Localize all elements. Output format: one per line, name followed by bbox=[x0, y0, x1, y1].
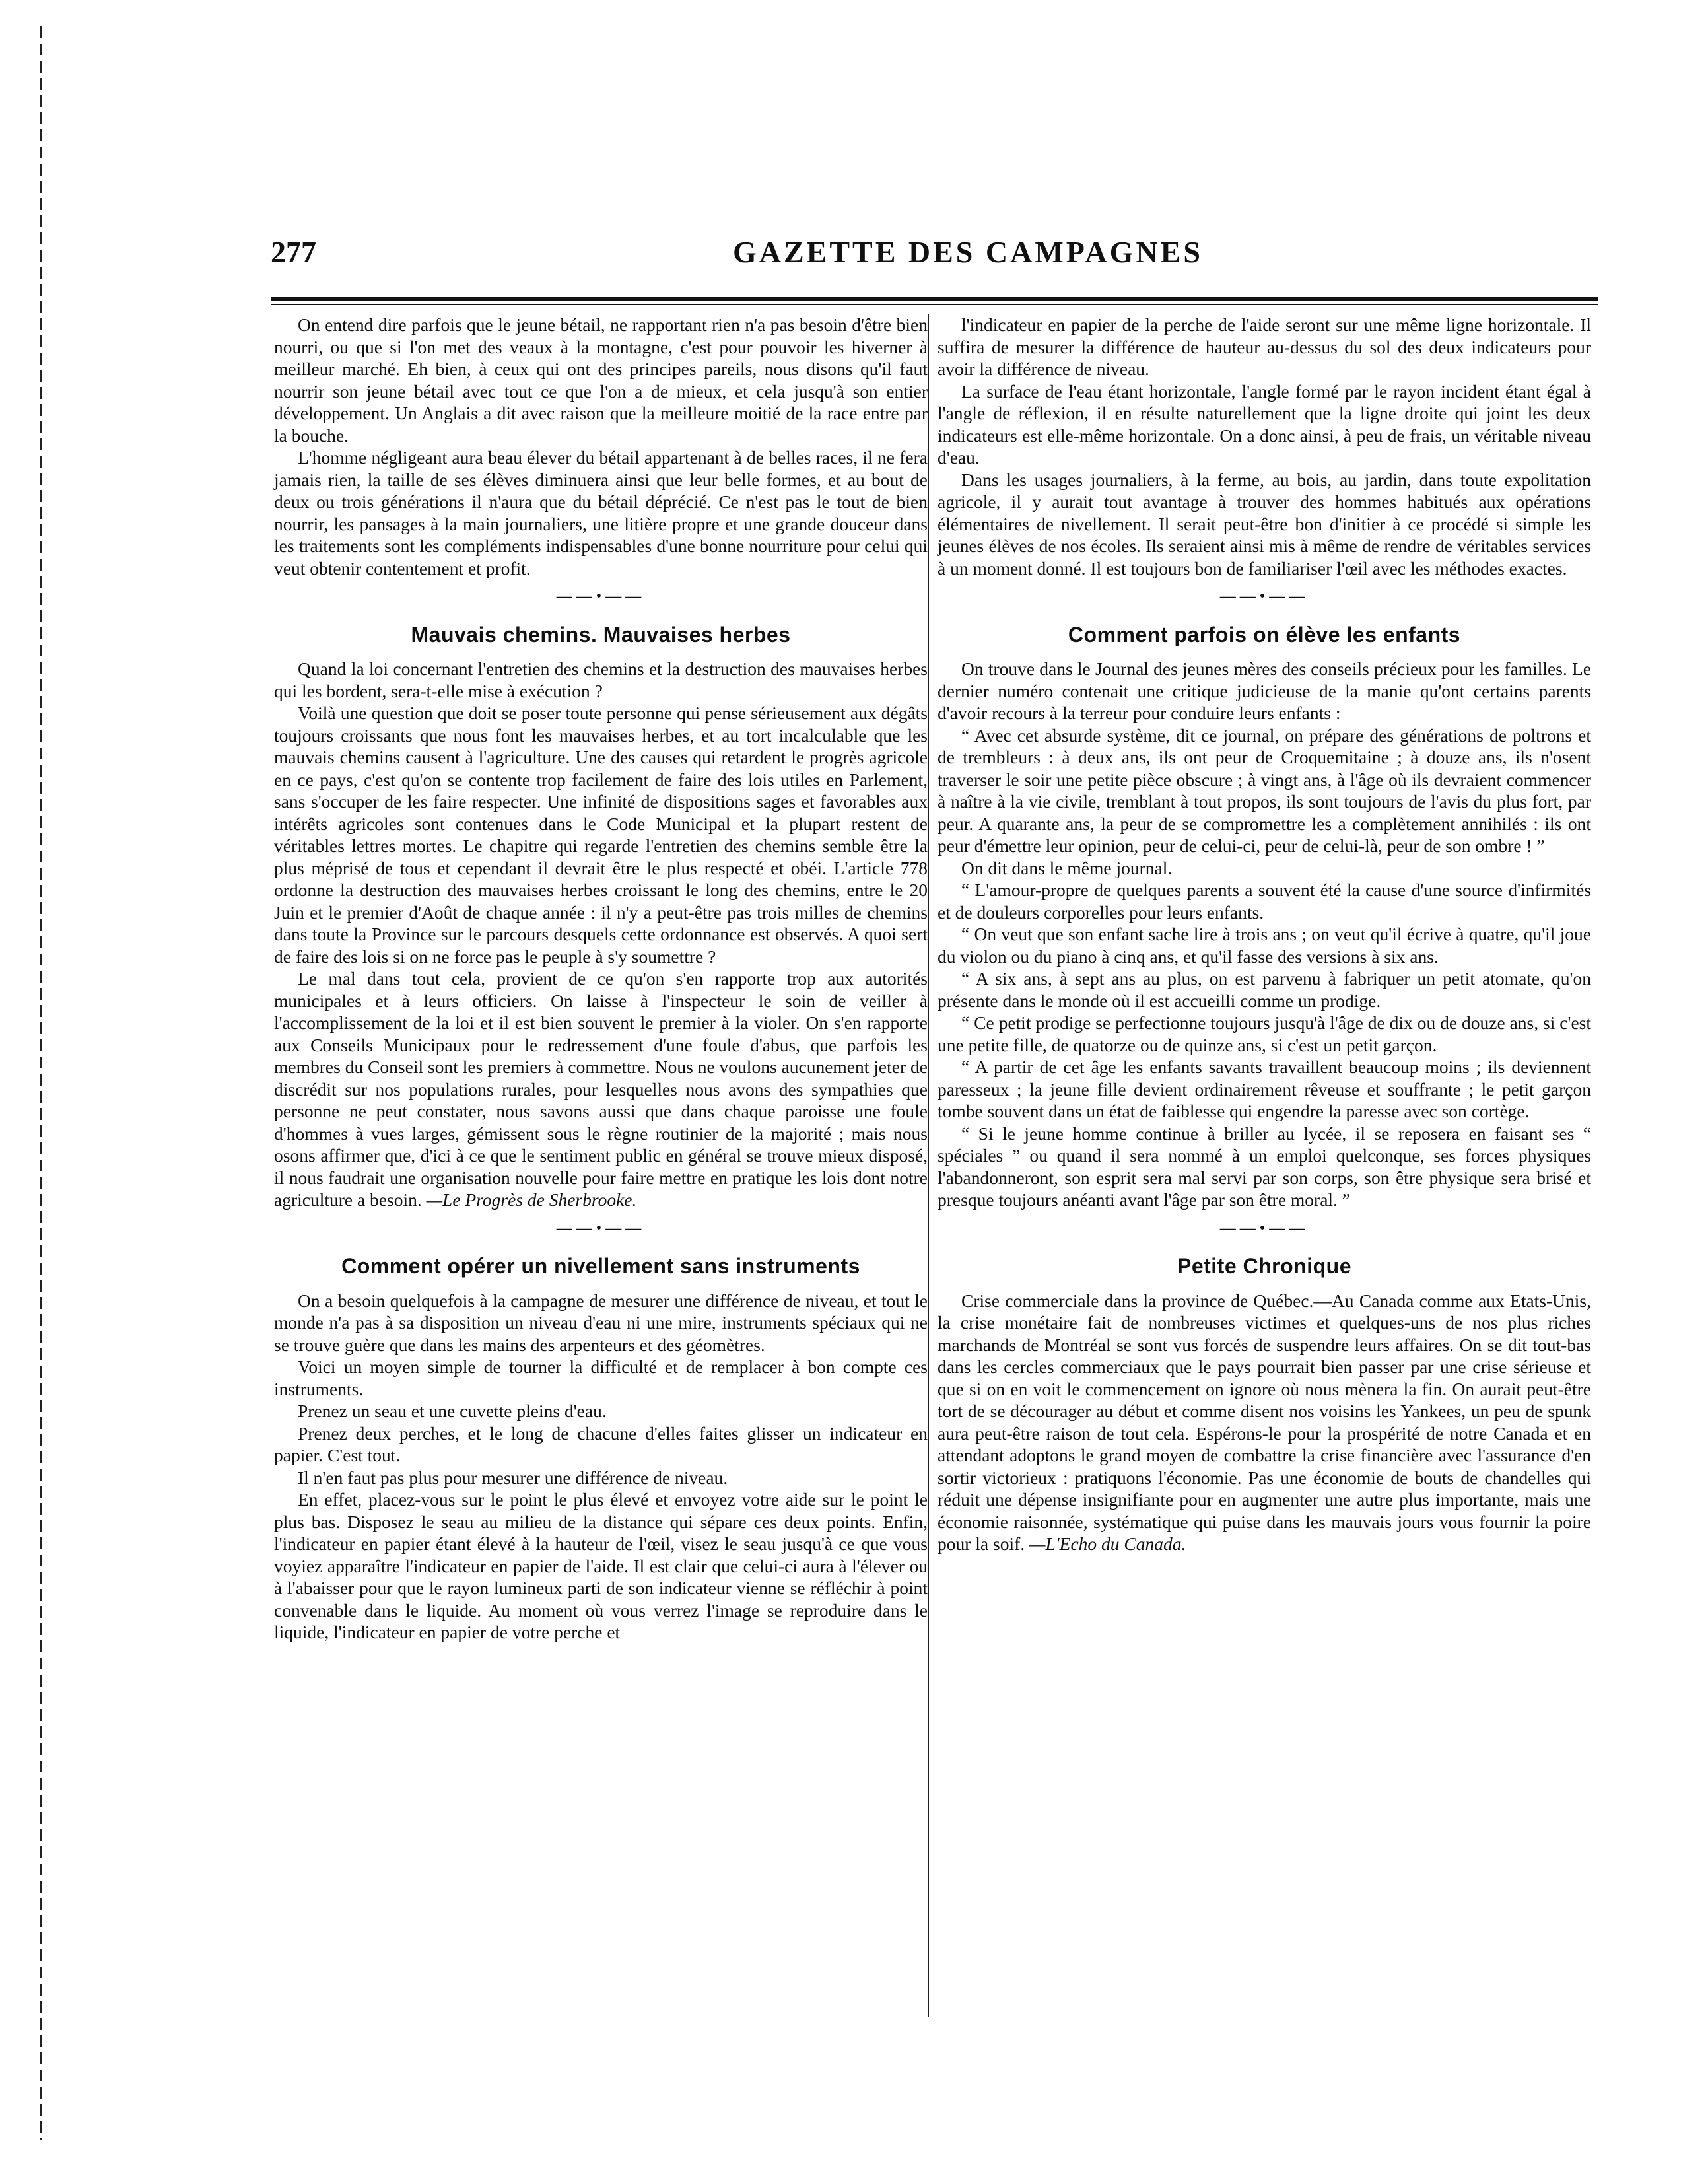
paragraph bbox=[274, 967, 928, 1211]
paragraph: “ Si le jeune homme continue à briller au lycée, il se reposera en faisant ses “ spéciales ” ou quand il sera nommé à un emploi quelconque, ses forces physiques l'abandonneront, son esprit sera mal servi par son corps, son être physique sera brisé et presque toujours anéanti avant l'âge par son être moral. ” bbox=[938, 1123, 1591, 1210]
paragraph: l'indicateur en papier de la perche de l'aide seront sur une même ligne horizontale. Il suffira de mesurer la différence de hauteur au-dessus du sol des deux indicateurs pour avoir la différence de niveau. bbox=[938, 314, 1591, 379]
right-column bbox=[938, 314, 1591, 1555]
paragraph: Voici un moyen simple de tourner la difficulté et de remplacer à bon compte ces instruments. bbox=[274, 1356, 928, 1399]
page-header bbox=[271, 234, 1708, 287]
section-heading: Comment opérer un nivellement sans instruments bbox=[341, 1254, 860, 1278]
paragraph-text: Crise commerciale dans la province de Québec.—Au Canada comme aux Etats-Unis, la crise monétaire fait de nombreuses victimes et quelques-uns de nos plus riches marchands de Montréal se sont vus forcés de suspendre leurs affaires. On se dit tout-bas dans les cercles commerciaux que le pays pourrait bien passer par une crise sérieuse et que si on en voit le commencement on ignore où nous mènera la fin. On aurait peut-être tort de se décourager au début et comme disent nos voisins les Yankees, un peu de spunk aura peut-être raison de tout cela. Espérons-le pour la prospérité de notre Canada et en attendant adoptons le grand moyen de combattre la crise financière avec l'assurance d'en sortir victorieux : pratiquons l'économie. Pas une économie de bouts de chandelles qui réduit une dépense insignifiante pour en augmenter une autre plus importante, mais une économie raisonnée, systématique qui puise dans les mauvais jours vous fournir la poire pour la soif. bbox=[938, 1290, 1591, 1554]
paragraph: “ A six ans, à sept ans au plus, on est parvenu à fabriquer un petit atomate, qu'on présente dans le monde où il est accueilli comme un prodige. bbox=[938, 968, 1591, 1011]
article-source: —L'Echo du Canada. bbox=[1029, 1533, 1186, 1554]
paragraph: Prenez deux perches, et le long de chacune d'elles faites glisser un indicateur en papier. C'est tout. bbox=[274, 1422, 928, 1465]
section-heading: Comment parfois on élève les enfants bbox=[1068, 622, 1461, 646]
paragraph: “ A partir de cet âge les enfants savants travaillent beaucoup moins ; ils deviennent paresseux ; la jeune fille devient ordinairement rêveuse et souffrante ; le petit garçon tombe souvent dans un état de faiblesse qui engendre la paresse avec son cortège. bbox=[938, 1057, 1591, 1121]
section-ornament: ——•—— bbox=[1219, 1219, 1309, 1237]
left-column bbox=[274, 314, 928, 1644]
header-rule-thin bbox=[271, 304, 1598, 305]
paragraph: On trouve dans le Journal des jeunes mères des conseils précieux pour les familles. Le dernier numéro contenait une critique judicieuse de la manie qu'ont certains parents d'avoir recours à la terreur pour conduire leurs enfants : bbox=[938, 658, 1591, 723]
column-divider bbox=[928, 314, 929, 2017]
paragraph: L'homme négligeant aura beau élever du bétail appartenant à de belles races, il ne fera jamais rien, la taille de ses élèves diminuera ainsi que leur belle formes, et au bout de deux ou trois générations il n'aura que du bétail déprécié. Ce n'est pas le tout de bien nourrir, les pansages à la main journaliers, une litière propre et une grande douceur dans les traitements sont les compléments indispensables d'une bonne nourriture pour celui qui veut obtenir contentement et profit. bbox=[274, 447, 928, 578]
paragraph bbox=[938, 1290, 1591, 1555]
paragraph: “ L'amour-propre de quelques parents a souvent été la cause d'une source d'infirmités et de douleurs corporelles pour leurs enfants. bbox=[938, 880, 1591, 923]
section-heading: Petite Chronique bbox=[1177, 1254, 1351, 1278]
paragraph: On a besoin quelquefois à la campagne de mesurer une différence de niveau, et tout le monde n'a pas à sa disposition un niveau d'eau ni une mire, instruments spéciaux qui ne se trouve guère que dans les mains des arpenteurs et des géomètres. bbox=[274, 1290, 928, 1355]
paragraph: “ On veut que son enfant sache lire à trois ans ; on veut qu'il écrive à quatre, qu'il joue du violon ou du piano à cinq ans, et qu'il fasse des versions à six ans. bbox=[938, 924, 1591, 967]
section-ornament: ——•—— bbox=[556, 1219, 646, 1237]
article-source: —Le Progrès de Sherbrooke. bbox=[426, 1189, 637, 1210]
paragraph: On entend dire parfois que le jeune bétail, ne rapportant rien n'a pas besoin d'être bien nourri, ou que si l'on met des veaux à la montagne, c'est pour pouvoir les hiverner à meilleur marché. Eh bien, à ceux qui ont des principes pareils, nous disons qu'il faut nourrir son jeune bétail avec tout ce que l'on a de mieux, et cela jusqu'à son entier développement. Un Anglais a dit avec raison que la meilleure moitié de la race entre par la bouche. bbox=[274, 314, 928, 446]
paragraph: Prenez un seau et une cuvette pleins d'eau. bbox=[298, 1401, 607, 1421]
masthead-title: GAZETTE DES CAMPAGNES bbox=[733, 235, 1203, 269]
paragraph: Il n'en faut pas plus pour mesurer une différence de niveau. bbox=[298, 1467, 728, 1488]
paragraph: En effet, placez-vous sur le point le plus élevé et envoyez votre aide sur le point le plus bas. Disposez le seau au milieu de la distance qui sépare ces deux points. Enfin, l'indicateur en papier étant élevé à la hauteur de l'œil, visez le seau jusqu'à ce que vous voyiez apparaître l'indicateur en papier de l'aide. Il est clair que celui-ci aura à l'élever ou à l'abaisser pour que le rayon lumineux parti de son indicateur vienne se réfléchir à point convenable dans le liquide. Au moment où vous verrez l'image se reproduire dans le liquide, l'indicateur en papier de votre perche et bbox=[274, 1489, 928, 1642]
paragraph: “ Ce petit prodige se perfectionne toujours jusqu'à l'âge de dix ou de douze ans, si c'est une petite fille, de quatorze ou de quinze ans, si c'est un petit garçon. bbox=[938, 1012, 1591, 1055]
binding-edge bbox=[40, 26, 42, 2140]
section-ornament: ——•—— bbox=[1219, 588, 1309, 605]
paragraph: Voilà une question que doit se poser toute personne qui pense sérieusement aux dégâts toujours croissants que nous font les mauvaises herbes, et au tort incalculable que les mauvais chemins causent à l'agriculture. Une des causes qui retardent le progrès agricole en ce pays, c'est qu'on se contente trop facilement de faire des lois utiles en Parlement, sans s'occuper de les faire respecter. Une infinité de dispositions sages et favorables aux intérêts agricoles sont contenues dans le Code Municipal et la plupart restent de véritables lettres mortes. Le chapitre qui regarde l'entretien des chemins semble être la plus méprisé de tous et cependant il devrait être le plus respecté et obéi. L'article 778 ordonne la destruction des mauvaises herbes croissant le long des chemins, entre le 20 Juin et le premier d'Août de chaque année : il n'y a peut-être pas trois milles de chemins dans toute la Province sur le parcours desquels cette ordonnance est observés. A quoi sert de faire des lois si on ne force pas le peuple à s'y soumettre ? bbox=[274, 703, 928, 967]
section-heading: Mauvais chemins. Mauvaises herbes bbox=[411, 622, 791, 646]
section-ornament: ——•—— bbox=[556, 588, 646, 605]
paragraph: On dit dans le même journal. bbox=[961, 857, 1173, 878]
header-rule bbox=[271, 297, 1598, 301]
paragraph: Dans les usages journaliers, à la ferme, au bois, au jardin, dans toute expolitation agricole, il y aurait tout avantage à trouver des hommes habitués aux opérations élémentaires de nivellement. Il serait peut-être bon d'initier à ce procédé si simple les jeunes élèves de nos écoles. Ils seraient ainsi mis à même de rendre de véritables services à un moment donné. Il est toujours bon de familiariser l'œil avec les méthodes exactes. bbox=[938, 469, 1591, 578]
paragraph: Quand la loi concernant l'entretien des chemins et la destruction des mauvaises herbes qui les bordent, sera-t-elle mise à exécution ? bbox=[274, 658, 928, 701]
paragraph-text: Le mal dans tout cela, provient de ce qu'on s'en rapporte trop aux autorités municipales et à leurs officiers. On laisse à l'inspecteur le soin de veiller à l'accomplissement de la loi et il est bien souvent le premier à la violer. On s'en rapporte aux Conseils Municipaux pour le redressement d'une foule d'abus, que parfois les membres du Conseil sont les premiers à commettre. Nous ne voulons aucunement jeter de discrédit sur nos populations rurales, pour lesquelles nous avons des sympathies que personne ne peut constater, nous savons aussi que dans chaque paroisse une foule d'hommes à vues larges, gémissent sous le règne routinier de la majorité ; mais nous osons affirmer que, d'ici à ce que le sentiment public en général se trouve mieux disposé, il nous faudrait une organisation nouvelle pour faire mettre en pratique les lois dont notre agriculture a besoin. bbox=[274, 968, 928, 1210]
paragraph: “ Avec cet absurde système, dit ce journal, on prépare des générations de poltrons et de trembleurs : à deux ans, ils ont peur de Croquemitaine ; à douze ans, ils n'osent traverser le soir une petite pièce obscure ; à vingt ans, à l'âge où ils devraient commencer à naître à la vie civile, tremblant à tout propos, ils sont toujours de l'avis du plus fort, par peur. A quarante ans, la peur de se compromettre les a complètement annihilés : ils ont peur d'émettre leur opinion, peur de celui-ci, peur de celui-là, peur de son ombre ! ” bbox=[938, 724, 1591, 856]
page-number: 277 bbox=[271, 235, 316, 269]
paragraph: La surface de l'eau étant horizontale, l'angle formé par le rayon incident étant égal à l'angle de réflexion, il en résulte naturellement que la ligne droite qui joint les deux indicateurs est elle-même horizontale. On a donc ainsi, à peu de frais, un véritable niveau d'eau. bbox=[938, 380, 1591, 468]
